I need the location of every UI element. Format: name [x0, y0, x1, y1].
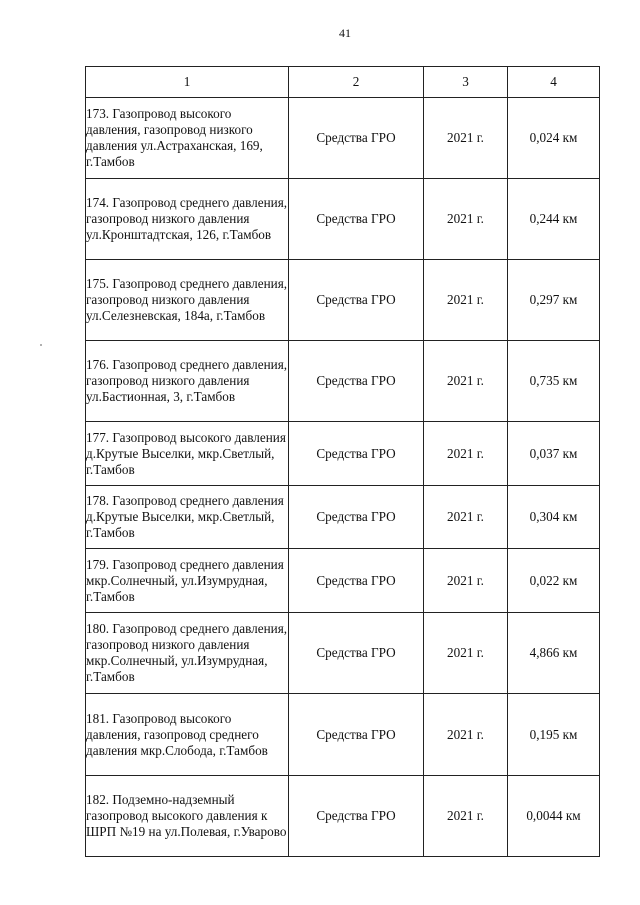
row-funding-source: Средства ГРО: [289, 486, 424, 549]
row-description: 174. Газопровод среднего давления, газопровод низкого давления ул.Кронштадтская, 126, г.Тамбов: [86, 179, 289, 260]
table-row: [86, 341, 600, 422]
table-row: [86, 613, 600, 694]
row-length: 0,297 км: [508, 260, 600, 341]
row-funding-source: Средства ГРО: [289, 549, 424, 613]
row-funding-source: Средства ГРО: [289, 613, 424, 694]
table-row: [86, 179, 600, 260]
row-description: 177. Газопровод высокого давления д.Крутые Выселки, мкр.Светлый, г.Тамбов: [86, 422, 289, 486]
row-funding-source: Средства ГРО: [289, 422, 424, 486]
row-length: 0,304 км: [508, 486, 600, 549]
row-length: 0,195 км: [508, 694, 600, 776]
data-table: [85, 66, 600, 857]
row-year: 2021 г.: [424, 98, 508, 179]
row-description: 179. Газопровод среднего давления мкр.Солнечный, ул.Изумрудная, г.Тамбов: [86, 549, 289, 613]
row-year: 2021 г.: [424, 179, 508, 260]
row-year: 2021 г.: [424, 613, 508, 694]
row-length: 0,735 км: [508, 341, 600, 422]
row-year: 2021 г.: [424, 422, 508, 486]
table-row: [86, 776, 600, 857]
table-row: [86, 422, 600, 486]
row-year: 2021 г.: [424, 486, 508, 549]
row-funding-source: Средства ГРО: [289, 694, 424, 776]
row-funding-source: Средства ГРО: [289, 341, 424, 422]
row-description: 180. Газопровод среднего давления, газопровод низкого давления мкр.Солнечный, ул.Изумрудная, г.Тамбов: [86, 613, 289, 694]
table-header-row: [86, 67, 600, 98]
row-year: 2021 г.: [424, 260, 508, 341]
row-length: 0,037 км: [508, 422, 600, 486]
row-year: 2021 г.: [424, 776, 508, 857]
row-year: 2021 г.: [424, 341, 508, 422]
table-row: [86, 549, 600, 613]
row-description: 181. Газопровод высокого давления, газопровод среднего давления мкр.Слобода, г.Тамбов: [86, 694, 289, 776]
row-length: 0,022 км: [508, 549, 600, 613]
page-number: 41: [339, 26, 351, 40]
header-col-3: 3: [424, 67, 508, 98]
row-description: 182. Подземно-надземный газопровод высокого давления к ШРП №19 на ул.Полевая, г.Уварово: [86, 776, 289, 857]
row-length: 4,866 км: [508, 613, 600, 694]
header-col-1: 1: [86, 67, 289, 98]
header-col-4: 4: [508, 67, 600, 98]
table-row: [86, 260, 600, 341]
row-description: 173. Газопровод высокого давления, газопровод низкого давления ул.Астраханская, 169, г.Тамбов: [86, 98, 289, 179]
row-length: 0,024 км: [508, 98, 600, 179]
row-funding-source: Средства ГРО: [289, 98, 424, 179]
table-row: [86, 98, 600, 179]
row-description: 176. Газопровод среднего давления, газопровод низкого давления ул.Бастионная, 3, г.Тамбов: [86, 341, 289, 422]
table-row: [86, 486, 600, 549]
row-funding-source: Средства ГРО: [289, 776, 424, 857]
row-description: 175. Газопровод среднего давления, газопровод низкого давления ул.Селезневская, 184а, г.Тамбов: [86, 260, 289, 341]
table-row: [86, 694, 600, 776]
row-length: 0,0044 км: [508, 776, 600, 857]
header-col-2: 2: [289, 67, 424, 98]
row-description: 178. Газопровод среднего давления д.Крутые Выселки, мкр.Светлый, г.Тамбов: [86, 486, 289, 549]
row-year: 2021 г.: [424, 549, 508, 613]
row-length: 0,244 км: [508, 179, 600, 260]
row-funding-source: Средства ГРО: [289, 260, 424, 341]
row-funding-source: Средства ГРО: [289, 179, 424, 260]
row-year: 2021 г.: [424, 694, 508, 776]
scan-speck: [40, 344, 42, 346]
